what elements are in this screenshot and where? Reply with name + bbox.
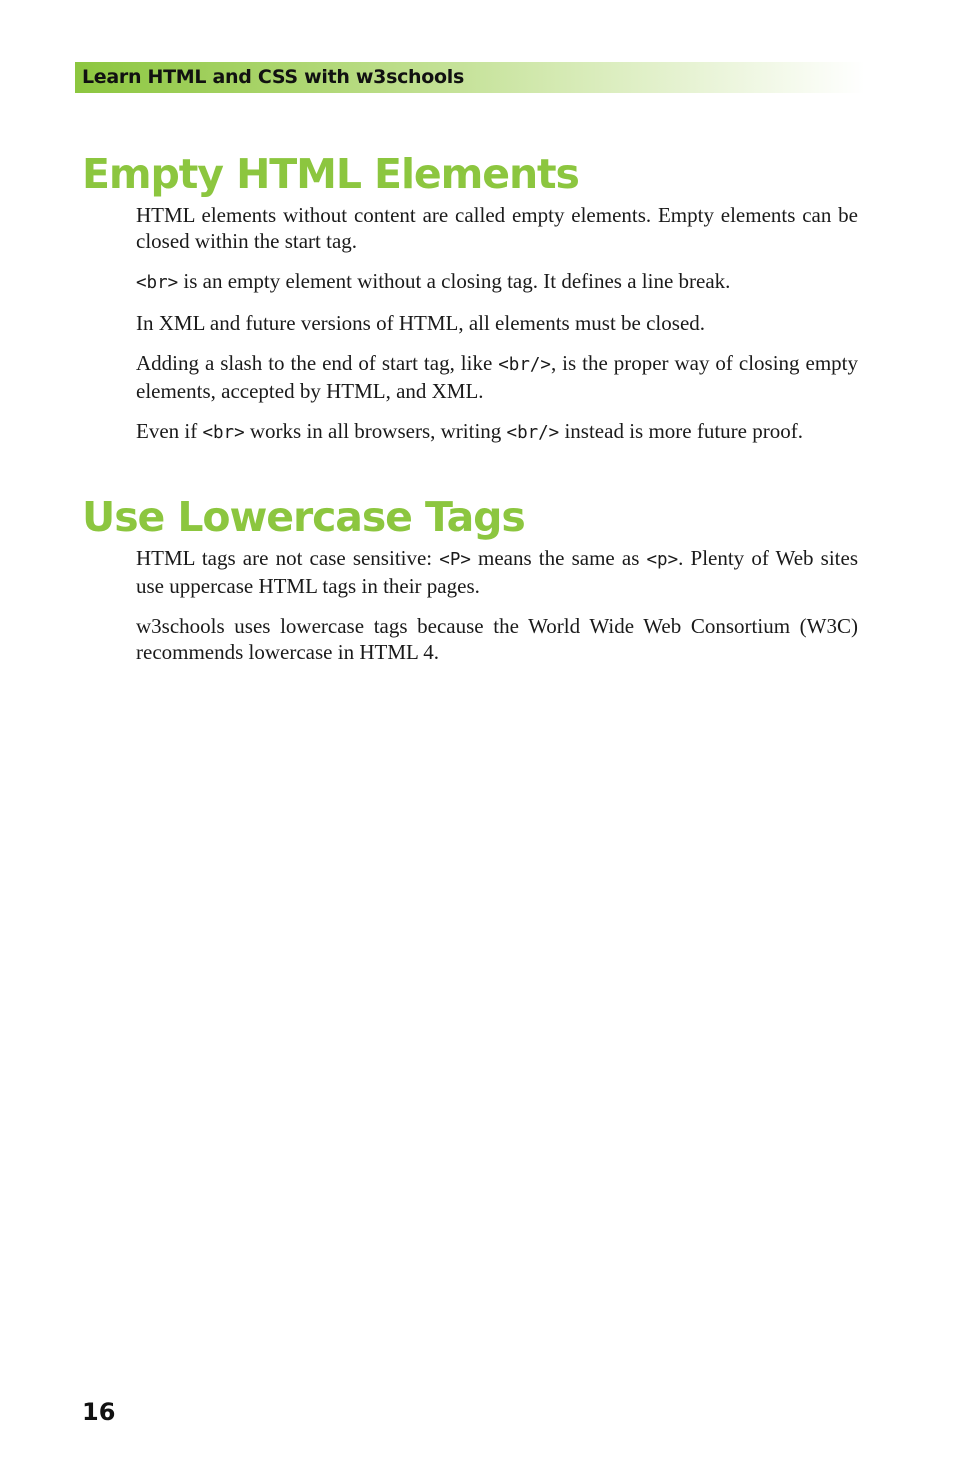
paragraph-text: , is the proper way of closing empty elements, accepted by HTML, and XML. bbox=[136, 351, 858, 403]
paragraph bbox=[136, 268, 858, 296]
section-title: Use Lowercase Tags bbox=[82, 493, 525, 541]
paragraph-text: works in all browsers, writing bbox=[244, 419, 507, 443]
section-use-lowercase-tags bbox=[82, 489, 862, 679]
section-body bbox=[136, 202, 858, 446]
paragraph bbox=[136, 350, 858, 404]
inline-code: <br/> bbox=[506, 423, 560, 443]
inline-code: <br> bbox=[136, 273, 179, 293]
page-number: 16 bbox=[82, 1398, 116, 1426]
paragraph bbox=[136, 545, 858, 599]
paragraph-text: w3schools uses lowercase tags because the World Wide Web Consortium (W3C) recommends lowercase in HTML 4. bbox=[136, 614, 858, 664]
paragraph-text: In XML and future versions of HTML, all elements must be closed. bbox=[136, 311, 706, 335]
running-header-title: Learn HTML and CSS with w3schools bbox=[82, 66, 464, 88]
paragraph-text: means the same as bbox=[470, 546, 647, 570]
paragraph-text: instead is more future proof. bbox=[559, 419, 803, 443]
section-empty-html-elements bbox=[82, 146, 862, 460]
section-title: Empty HTML Elements bbox=[82, 150, 579, 198]
inline-code: <br/> bbox=[498, 355, 551, 375]
inline-code: <br> bbox=[202, 423, 245, 443]
running-header bbox=[75, 62, 865, 93]
inline-code: <P> bbox=[439, 550, 471, 570]
section-body bbox=[136, 545, 858, 665]
paragraph bbox=[136, 310, 858, 336]
paragraph bbox=[136, 613, 858, 665]
inline-code: <p> bbox=[646, 550, 679, 570]
paragraph-text: is an empty element without a closing tag. It defines a line break. bbox=[178, 269, 731, 293]
paragraph-text: HTML elements without content are called empty elements. Empty elements can be closed within the start tag. bbox=[136, 203, 858, 253]
paragraph-text: . Plenty of Web sites use uppercase HTML tags in their pages. bbox=[136, 546, 858, 598]
paragraph bbox=[136, 202, 858, 254]
paragraph bbox=[136, 418, 858, 446]
paragraph-text: Even if bbox=[136, 419, 203, 443]
paragraph-text: Adding a slash to the end of start tag, like bbox=[136, 351, 499, 375]
paragraph-text: HTML tags are not case sensitive: bbox=[136, 546, 440, 570]
